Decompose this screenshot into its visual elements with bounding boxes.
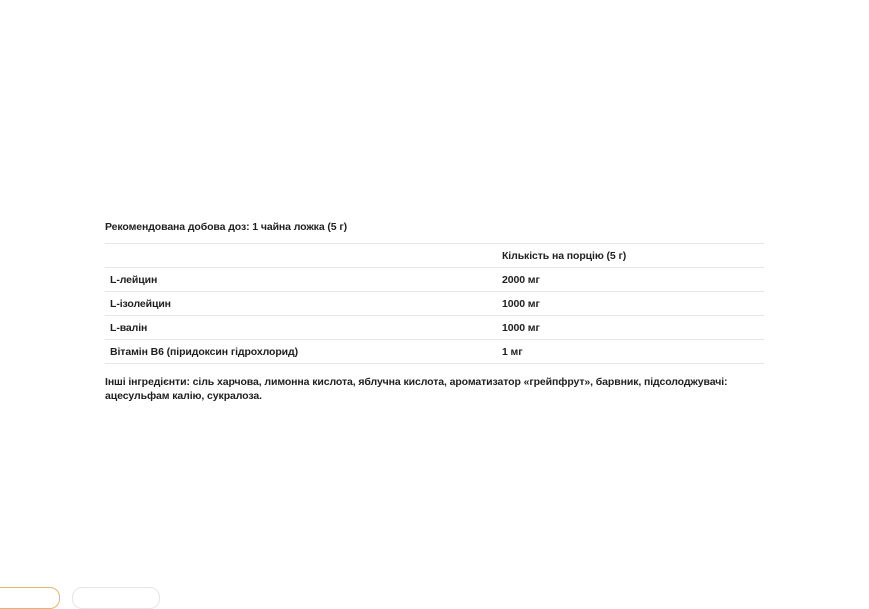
ingredient-name: L-лейцин <box>105 268 497 292</box>
ingredient-amount: 2000 мг <box>497 268 764 292</box>
table-header-row <box>105 244 764 268</box>
bottom-primary-button[interactable] <box>0 587 60 609</box>
table-row <box>105 316 764 340</box>
table-row <box>105 268 764 292</box>
ingredient-amount: 1000 мг <box>497 316 764 340</box>
table-header-amount: Кількість на порцію (5 г) <box>497 244 764 268</box>
nutrition-table <box>105 243 764 364</box>
ingredient-name: L-валін <box>105 316 497 340</box>
ingredient-name: L-ізолейцин <box>105 292 497 316</box>
product-description <box>105 219 765 414</box>
bottom-secondary-button[interactable] <box>72 587 160 609</box>
table-row <box>105 340 764 364</box>
ingredient-name: Вітамін В6 (піридоксин гідрохлорид) <box>105 340 497 364</box>
table-row <box>105 292 764 316</box>
recommended-dose: Рекомендована добова доз: 1 чайна ложка (5 г) <box>105 221 348 233</box>
ingredient-amount: 1 мг <box>497 340 764 364</box>
ingredient-amount: 1000 мг <box>497 292 764 316</box>
other-ingredients: Інші інгредієнти: сіль харчова, лимонна кислота, яблучна кислота, ароматизатор «грейпфрут», барвник, підсолоджувачі: ацесульфам калію, сукралоза. <box>105 376 728 402</box>
table-header-name <box>105 244 497 268</box>
